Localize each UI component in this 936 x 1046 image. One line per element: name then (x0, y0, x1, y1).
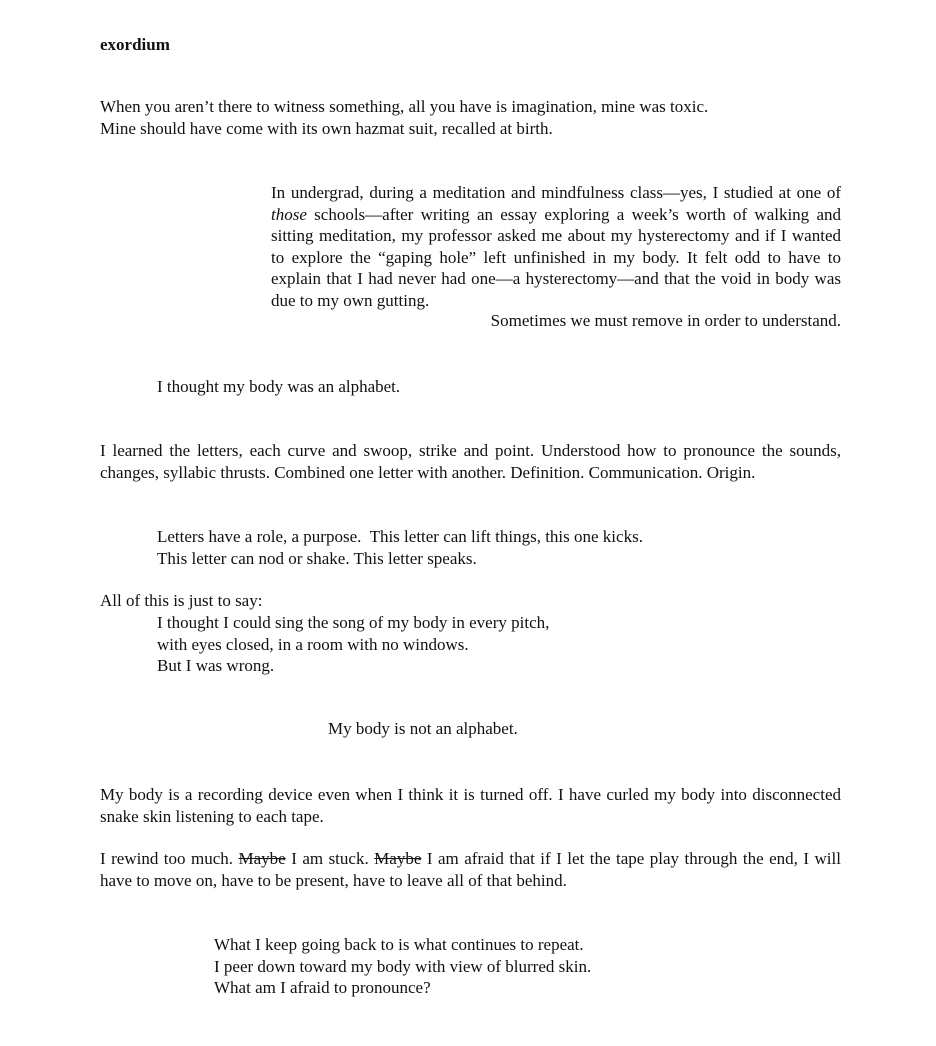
quote-coda: Sometimes we must remove in order to understand. (490, 311, 841, 330)
quote-text-b: schools—after writing an essay exploring a week’s worth of walking and sitting meditation, my professor asked me about my hysterectomy and if I wanted to explore the “gaping hole” left unfinished in my body. It felt odd to have to explain that I had never had one—a hysterectomy—and that the void in body was due to my own gutting. (271, 204, 841, 310)
struck-word-2: Maybe (374, 849, 422, 868)
block-quote (271, 182, 841, 311)
final-stanza (214, 934, 854, 999)
final-line-3: What am I afraid to pronounce? (214, 978, 431, 997)
sing-stanza (157, 612, 857, 677)
recording-paragraph: My body is a recording device even when I think it is turned off. I have curled my body into disconnected snake skin listening to each tape. (100, 785, 841, 826)
sing-line-3: But I was wrong. (157, 656, 275, 675)
not-alphabet-line: My body is not an alphabet. (328, 719, 518, 738)
struck-word-1: Maybe (238, 849, 286, 868)
sing-line-1: I thought I could sing the song of my body in every pitch, (157, 613, 550, 632)
opening-line-2: Mine should have come with its own hazmat suit, recalled at birth. (100, 118, 553, 138)
final-line-1: What I keep going back to is what continues to repeat. (214, 935, 584, 954)
letters-paragraph: I learned the letters, each curve and swoop, strike and point. Understood how to pronounce the sounds, changes, syllabic thrusts. Combined one letter with another. Definition. Communication. Origin. (100, 441, 841, 482)
quote-emphasis: those (271, 204, 307, 224)
opening-paragraph (100, 96, 860, 139)
rewind-text-a: I rewind too much. (100, 849, 239, 868)
opening-line-1: When you aren’t there to witness something, all you have is imagination, mine was toxic. (100, 97, 709, 116)
all-this-line: All of this is just to say: (100, 591, 263, 610)
final-line-2: I peer down toward my body with view of blurred skin. (214, 956, 592, 976)
alphabet-line: I thought my body was an alphabet. (157, 377, 401, 396)
rewind-paragraph (100, 848, 841, 891)
letters-line-1: Letters have a role, a purpose. This letter can lift things, this one kicks. (157, 527, 643, 546)
letters-stanza (157, 526, 857, 569)
sing-line-2: with eyes closed, in a room with no windows. (157, 634, 469, 654)
rewind-text-c: I am afraid that if I let the tape play through the end, I will have to move on, have to be present, have to leave all of that behind. (100, 849, 841, 890)
quote-text-a: In undergrad, during a meditation and mindfulness class—yes, I studied at one of (271, 183, 841, 202)
letters-line-2: This letter can nod or shake. This letter speaks. (157, 548, 477, 568)
rewind-text-b: I am stuck. (285, 849, 375, 868)
section-title: exordium (100, 35, 170, 54)
